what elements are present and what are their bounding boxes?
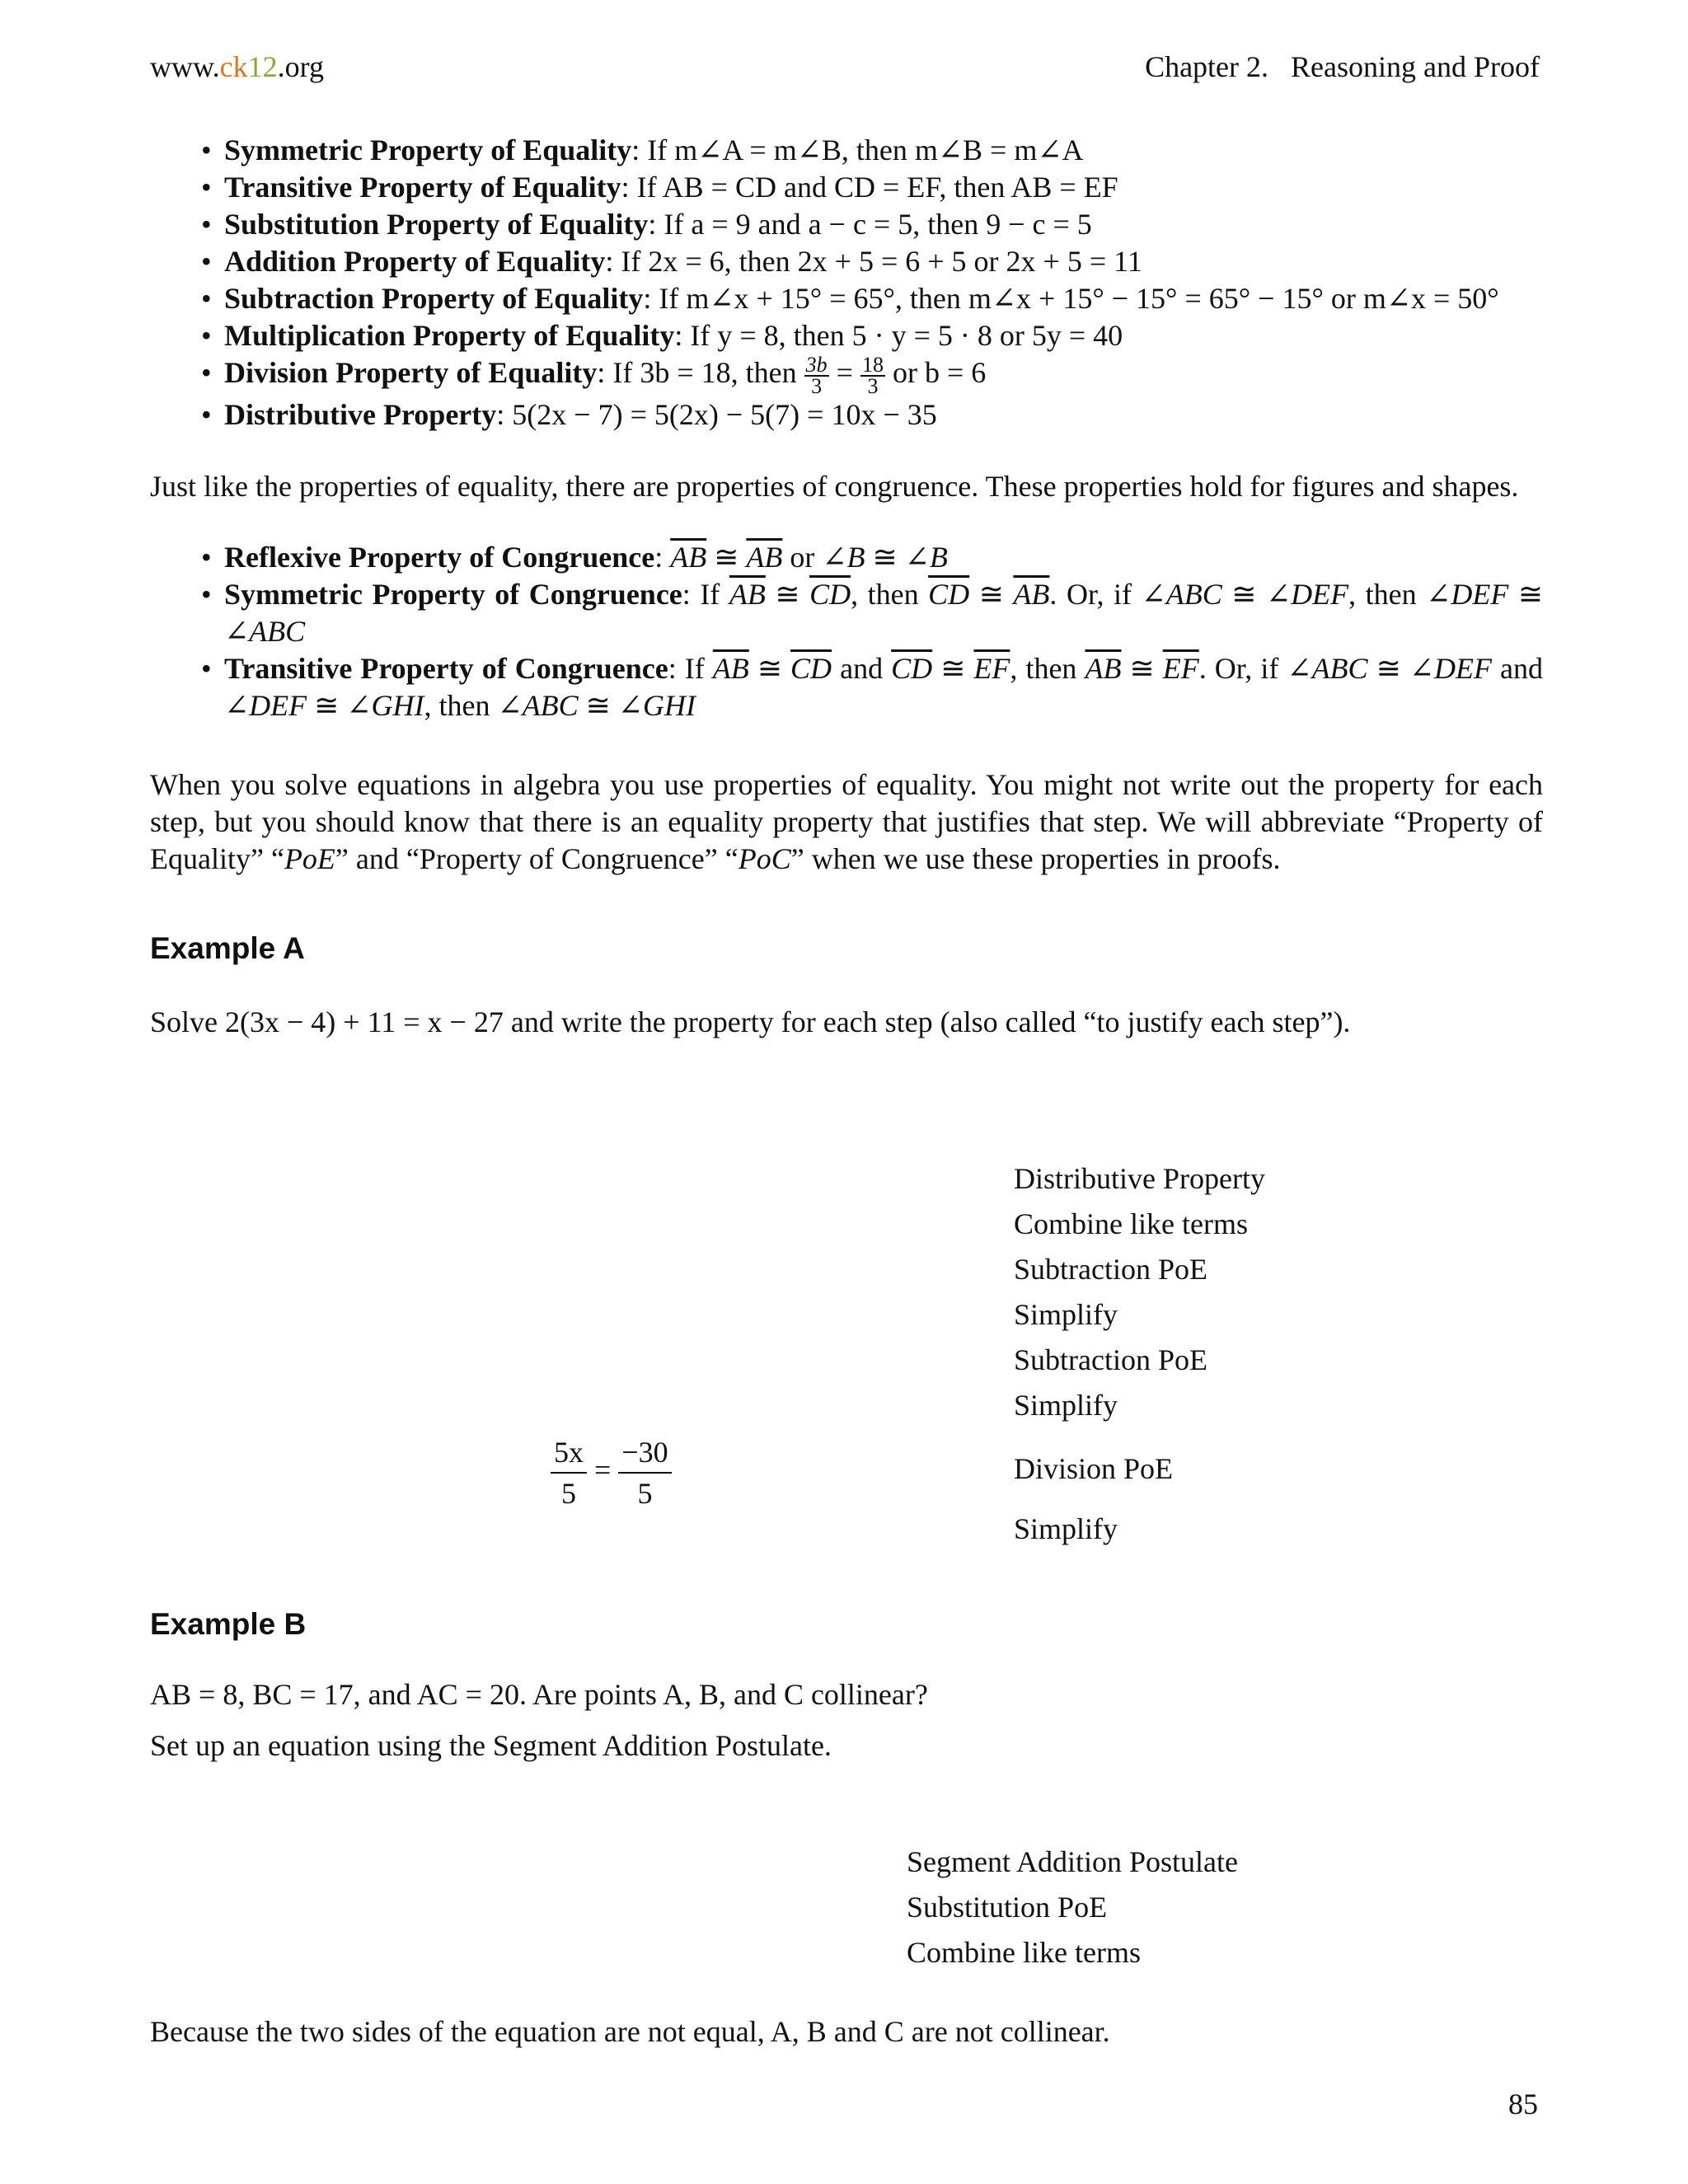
step-reason: Subtraction PoE: [1014, 1253, 1207, 1286]
property-text: If 2x = 6, then 2x + 5 = 6 + 5 or 2x + 5 = 11: [621, 245, 1142, 278]
property-text: 5(2x − 7) = 5(2x) − 5(7) = 10x − 35: [512, 397, 937, 431]
example-b-conclusion: Because the two sides of the equation are not equal, A, B and C are not collinear.: [150, 2015, 1110, 2048]
bullet-icon: •: [201, 282, 212, 315]
list-item: • Symmetric Property of Equality: If m∠A = m∠B, then m∠B = m∠A: [150, 132, 1543, 169]
fraction-numerator: 5x: [551, 1432, 587, 1474]
property-name: Symmetric Property of Congruence: [224, 578, 682, 611]
step-reason: Substitution PoE: [907, 1891, 1108, 1924]
site-url[interactable]: [150, 49, 324, 84]
example-a-prompt: Solve 2(3x − 4) + 11 = x − 27 and write the property for each step (also called “to justify each step”).: [150, 1005, 1351, 1038]
congruence-intro: Just like the properties of equality, there are properties of congruence. These properties hold for figures and shapes.: [150, 470, 1519, 503]
bullet-icon: •: [201, 397, 212, 431]
list-item: • Division Property of Equality: If 3b = 18, then $\frac{3b}{3}$ = $\frac{18}{3}$ or b = 6: [201, 352, 987, 398]
example-a-heading: Example A: [150, 931, 305, 965]
chapter-title: Reasoning and Proof: [1291, 50, 1540, 83]
list-item: • Symmetric Property of Congruence: If $\overline{AB}$ ≅ $\overline{CD}$, then $\overline{CD}$ ≅ $\overline{AB}$. Or, if ∠ABC ≅ ∠DEF, then ∠DEF ≅: [150, 576, 1543, 613]
property-text: or b = 6: [892, 356, 987, 389]
brand-ck: ck: [219, 50, 248, 83]
property-text: If m∠x + 15° = 65°, then m∠x + 15° − 15° = 65° − 15° or m∠x = 50°: [659, 282, 1499, 315]
step-reason: Combine like terms: [1014, 1207, 1248, 1240]
step-reason: Distributive Property: [1014, 1162, 1265, 1195]
fraction-denominator: 3: [867, 373, 879, 398]
example-b-setup: Set up an equation using the Segment Addition Postulate.: [150, 1729, 832, 1762]
property-name: Multiplication Property of Equality: [224, 319, 675, 352]
property-text: If a = 9 and a − c = 5, then 9 − c = 5: [663, 208, 1092, 241]
fraction-equation: $\frac{5x}{5}$ = $\frac{-30}{5}$: [551, 1432, 672, 1513]
equality-properties-list: [150, 132, 1543, 434]
fraction-denominator: 3: [811, 373, 823, 398]
list-item: • Reflexive Property of Congruence: $\overline{AB}$ ≅ $\overline{AB}$ or ∠B ≅ ∠B: [150, 539, 1543, 576]
paragraph-line: step, but you should know that there is an equality property that justifies that step. We will abbreviate “Property of: [150, 805, 1543, 838]
fraction-numerator: −30: [618, 1432, 671, 1474]
property-name: Subtraction Property of Equality: [224, 282, 644, 315]
property-name: Division Property of Equality: [224, 356, 598, 389]
site-url-suffix: .org: [277, 50, 324, 83]
bullet-icon: •: [201, 578, 212, 611]
property-text: If m∠A = m∠B, then m∠B = m∠A: [647, 134, 1084, 166]
list-item-continuation: ∠ABC: [224, 615, 306, 648]
chapter-number: Chapter 2.: [1145, 50, 1269, 83]
list-item: • Distributive Property: 5(2x − 7) = 5(2x) − 5(7) = 10x − 35: [150, 396, 1543, 434]
list-item: • Transitive Property of Congruence: If $\overline{AB}$ ≅ $\overline{CD}$ and $\overline{CD}$ ≅ $\overline{EF}$, then $\overline{AB}$ ≅ $\overline{EF}$. Or, if ∠ABC ≅ ∠DEF and: [150, 650, 1543, 687]
fraction: [618, 1432, 671, 1513]
bullet-icon: •: [201, 171, 212, 204]
step-reason: Simplify: [1014, 1298, 1118, 1331]
list-item-continuation: ∠DEF ≅ ∠GHI, then ∠ABC ≅ ∠GHI: [224, 689, 696, 722]
congruence-properties-list: [150, 539, 1543, 724]
abbreviation-paragraph: [150, 766, 1543, 878]
example-b-question: AB = 8, BC = 17, and AC = 20. Are points A, B, and C collinear?: [150, 1678, 928, 1711]
page-number: 85: [1508, 2088, 1538, 2121]
property-name: Distributive Property: [224, 397, 497, 431]
property-text: If y = 8, then 5 · y = 5 · 8 or 5y = 40: [690, 319, 1123, 352]
bullet-icon: •: [201, 652, 212, 685]
property-name: Substitution Property of Equality: [224, 208, 649, 241]
step-reason: Combine like terms: [907, 1936, 1141, 1969]
property-text: If AB = CD and CD = EF, then AB = EF: [636, 171, 1118, 204]
step-reason: Division PoE: [1014, 1452, 1174, 1485]
step-reason: Segment Addition Postulate: [907, 1845, 1238, 1878]
step-reason: Subtraction PoE: [1014, 1343, 1207, 1376]
bullet-icon: •: [201, 208, 212, 241]
list-item: • Transitive Property of Equality: If AB = CD and CD = EF, then AB = EF: [150, 169, 1543, 206]
property-name: Transitive Property of Congruence: [224, 652, 668, 685]
site-url-prefix: www.: [150, 50, 220, 83]
paragraph-line: When you solve equations in algebra you use properties of equality. You might not write out the property for each: [150, 768, 1543, 801]
paragraph-line: Equality” “PoE” and “Property of Congruence” “PoC” when we use these properties in proofs.: [150, 842, 1281, 875]
fraction-numerator: 18: [861, 352, 884, 377]
list-item: • Addition Property of Equality: If 2x = 6, then 2x + 5 = 6 + 5 or 2x + 5 = 11: [150, 243, 1543, 280]
fraction-denominator: 5: [561, 1477, 576, 1510]
fraction: [551, 1432, 587, 1513]
property-name: Symmetric Property of Equality: [224, 134, 632, 166]
property-text: If 3b = 18, then: [612, 356, 797, 389]
fraction: [860, 352, 885, 398]
brand-12: 12: [247, 50, 278, 83]
bullet-icon: •: [201, 134, 212, 166]
bullet-icon: •: [201, 245, 212, 278]
list-item: • Substitution Property of Equality: If a = 9 and a − c = 5, then 9 − c = 5: [150, 206, 1543, 243]
property-name: Transitive Property of Equality: [224, 171, 621, 204]
bullet-icon: •: [201, 541, 212, 574]
fraction-denominator: 5: [637, 1477, 653, 1510]
fraction: [804, 352, 829, 398]
step-reason: Simplify: [1014, 1512, 1118, 1545]
fraction-numerator: 3b: [805, 352, 828, 377]
example-b-heading: Example B: [150, 1607, 307, 1641]
property-name: Addition Property of Equality: [224, 245, 606, 278]
bullet-icon: •: [201, 319, 212, 352]
bullet-icon: •: [201, 356, 212, 389]
chapter-header: [1145, 49, 1540, 84]
list-item: • Subtraction Property of Equality: If m∠x + 15° = 65°, then m∠x + 15° − 15° = 65° − 15° or m∠x = 50°: [150, 280, 1543, 317]
property-name: Reflexive Property of Congruence: [224, 541, 655, 574]
list-item: • Multiplication Property of Equality: If y = 8, then 5 · y = 5 · 8 or 5y = 40: [150, 317, 1543, 354]
step-reason: Simplify: [1014, 1389, 1118, 1422]
